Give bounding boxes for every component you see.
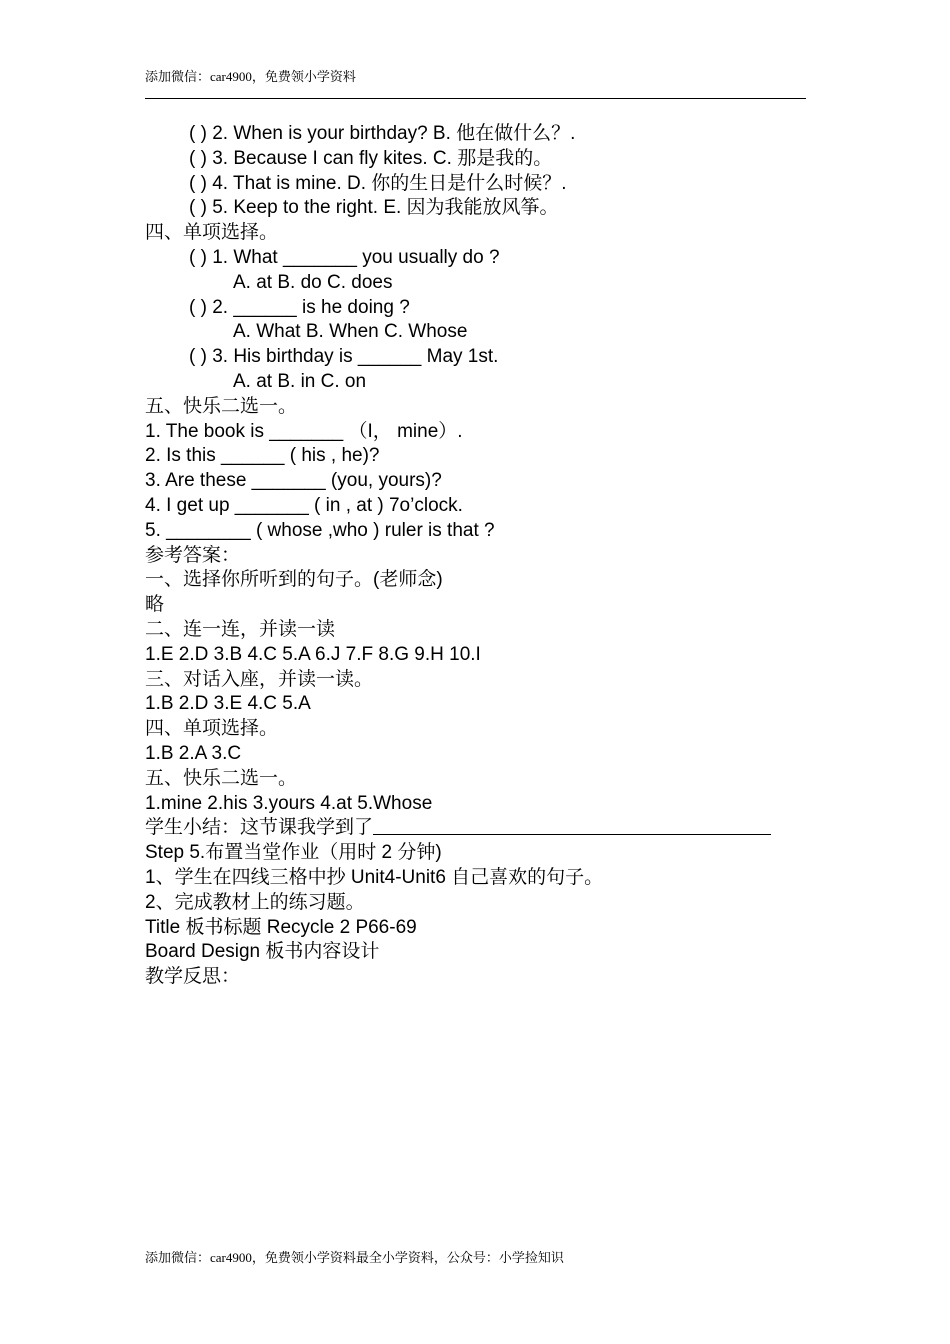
line-text: 2、完成教材上的练习题。 (145, 891, 365, 913)
text-line (145, 816, 815, 841)
line-text: A. What B. When C. Whose (233, 321, 468, 343)
text-line (145, 618, 815, 643)
line-text: ( ) 1. What _______ you usually do ? (189, 246, 500, 268)
text-line (145, 742, 815, 767)
text-line (145, 172, 815, 197)
line-text: 三、对话入座，并读一读。 (145, 668, 374, 690)
line-text: ( ) 3. Because I can fly kites. C. 那是我的。 (189, 147, 553, 169)
line-text: A. at B. do C. does (233, 271, 393, 293)
line-text: 参考答案： (145, 544, 241, 566)
text-line (145, 221, 815, 246)
line-text: 1.B 2.D 3.E 4.C 5.A (145, 693, 311, 715)
header-rule (145, 98, 806, 99)
line-text: 4. I get up _______ ( in , at ) 7o’clock. (145, 494, 463, 516)
text-line (145, 196, 815, 221)
text-line (145, 320, 815, 345)
line-text: 1.mine 2.his 3.yours 4.at 5.Whose (145, 792, 433, 814)
line-text: Board Design 板书内容设计 (145, 941, 380, 963)
text-line (145, 692, 815, 717)
line-text: Step 5.布置当堂作业（用时 2 分钟) (145, 842, 442, 864)
line-text: ( ) 2. When is your birthday? B. 他在做什么？. (189, 123, 576, 144)
line-text: 一、选择你所听到的句子。(老师念) (145, 569, 443, 591)
line-text: ( ) 3. His birthday is ______ May 1st. (189, 346, 499, 368)
text-line (145, 841, 815, 866)
document-body (145, 122, 815, 990)
text-line (145, 370, 815, 395)
text-line (145, 444, 815, 469)
text-line (145, 519, 815, 544)
text-line (145, 940, 815, 965)
line-text: 二、连一连，并读一读 (145, 618, 336, 640)
text-line (145, 767, 815, 792)
line-text: 五、快乐二选一。 (145, 767, 298, 789)
text-line (145, 147, 815, 172)
line-text: ( ) 4. That is mine. D. 你的生日是什么时候？. (189, 172, 567, 194)
line-text: 1、学生在四线三格中抄 Unit4-Unit6 自己喜欢的句子。 (145, 866, 604, 888)
text-line (145, 717, 815, 742)
line-text: ( ) 2. ______ is he doing ? (189, 296, 410, 318)
line-text: 学生小结：这节课我学到了 (145, 817, 374, 839)
line-text: 教学反思： (145, 966, 241, 988)
page-footer: 添加微信：car4900，免费领小学资料最全小学资料，公众号：小学捡知识 (145, 1250, 564, 1265)
text-line (145, 345, 815, 370)
text-line (145, 296, 815, 321)
text-line (145, 469, 815, 494)
text-line (145, 271, 815, 296)
text-line (145, 568, 815, 593)
text-line (145, 494, 815, 519)
line-text: 5. ________ ( whose ,who ) ruler is that ? (145, 519, 495, 541)
line-text: A. at B. in C. on (233, 370, 367, 392)
text-line (145, 668, 815, 693)
text-line (145, 593, 815, 618)
line-text: Title 板书标题 Recycle 2 P66-69 (145, 916, 417, 938)
answer-blank-line (373, 834, 771, 835)
text-line (145, 916, 815, 941)
line-text: ( ) 5. Keep to the right. E. 因为我能放风筝。 (189, 197, 559, 219)
line-text: 四、单项选择。 (145, 718, 279, 740)
line-text: 五、快乐二选一。 (145, 395, 298, 417)
line-text: 略 (145, 594, 165, 616)
line-text: 四、单项选择。 (145, 222, 279, 244)
page-header: 添加微信：car4900，免费领小学资料 (145, 69, 356, 84)
text-line (145, 891, 815, 916)
line-text: 1. The book is _______ （I， mine）. (145, 420, 463, 442)
text-line (145, 544, 815, 569)
text-line (145, 122, 815, 147)
text-line (145, 965, 815, 990)
line-text: 1.E 2.D 3.B 4.C 5.A 6.J 7.F 8.G 9.H 10.I (145, 643, 481, 665)
line-text: 1.B 2.A 3.C (145, 742, 242, 764)
line-text: 3. Are these _______ (you, yours)? (145, 470, 442, 492)
text-line (145, 792, 815, 817)
text-line (145, 246, 815, 271)
line-text: 2. Is this ______ ( his , he)? (145, 445, 380, 467)
text-line (145, 395, 815, 420)
text-line (145, 866, 815, 891)
text-line (145, 643, 815, 668)
text-line (145, 420, 815, 445)
